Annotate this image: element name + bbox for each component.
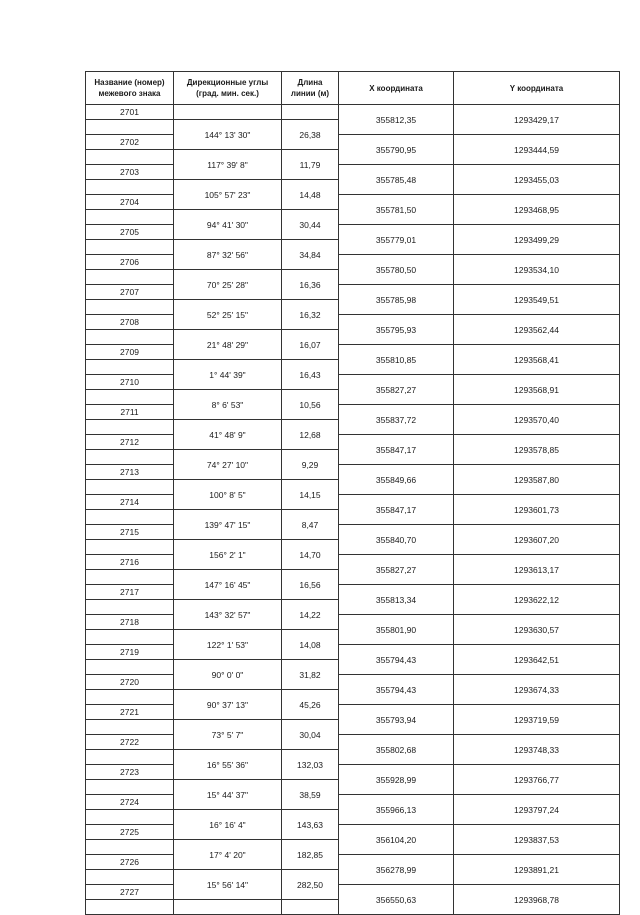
y-coordinate-cell: 1293891,21 (454, 855, 620, 885)
table-row (86, 375, 620, 390)
point-name-cell: 2711 (86, 405, 174, 420)
point-name-cell: 2720 (86, 675, 174, 690)
header-direction-angle: Дирекционные углы (град. мин. сек.) (174, 72, 282, 105)
point-name-spacer (86, 540, 174, 555)
length-cell: 26,38 (282, 120, 339, 150)
length-cell: 45,26 (282, 690, 339, 720)
y-coordinate-cell: 1293587,80 (454, 465, 620, 495)
point-name-cell: 2703 (86, 165, 174, 180)
header-x-coordinate: X координата (339, 72, 454, 105)
length-cell: 16,32 (282, 300, 339, 330)
y-coordinate-cell: 1293534,10 (454, 255, 620, 285)
point-name-spacer (86, 600, 174, 615)
x-coordinate-cell: 355790,95 (339, 135, 454, 165)
angle-cell: 94° 41' 30" (174, 210, 282, 240)
angle-cell: 70° 25' 28" (174, 270, 282, 300)
angle-cell: 21° 48' 29" (174, 330, 282, 360)
point-name-spacer (86, 750, 174, 765)
point-name-spacer (86, 390, 174, 405)
point-name-cell: 2713 (86, 465, 174, 480)
angle-cell: 87° 32' 56" (174, 240, 282, 270)
y-coordinate-cell: 1293719,59 (454, 705, 620, 735)
y-coordinate-cell: 1293642,51 (454, 645, 620, 675)
header-point-name: Название (номер) межевого знака (86, 72, 174, 105)
angle-cell: 15° 44' 37" (174, 780, 282, 810)
y-coordinate-cell: 1293468,95 (454, 195, 620, 225)
header-line-length: Длина линии (м) (282, 72, 339, 105)
point-name-spacer (86, 120, 174, 135)
y-coordinate-cell: 1293601,73 (454, 495, 620, 525)
table-row (86, 795, 620, 810)
point-name-cell: 2717 (86, 585, 174, 600)
point-name-spacer (86, 330, 174, 345)
x-coordinate-cell: 355827,27 (339, 375, 454, 405)
length-cell (282, 105, 339, 120)
table-row (86, 225, 620, 240)
table-row (86, 705, 620, 720)
table-row (86, 315, 620, 330)
point-name-cell: 2701 (86, 105, 174, 120)
table-row (86, 615, 620, 630)
point-name-spacer (86, 780, 174, 795)
angle-cell: 144° 13' 30" (174, 120, 282, 150)
x-coordinate-cell: 355966,13 (339, 795, 454, 825)
angle-cell: 100° 8' 5" (174, 480, 282, 510)
table-row (86, 855, 620, 870)
table-row (86, 495, 620, 510)
table-body (86, 105, 620, 915)
point-name-spacer (86, 240, 174, 255)
x-coordinate-cell: 356550,63 (339, 885, 454, 915)
point-name-cell: 2705 (86, 225, 174, 240)
x-coordinate-cell: 356104,20 (339, 825, 454, 855)
table-row (86, 195, 620, 210)
point-name-spacer (86, 210, 174, 225)
table-row (86, 735, 620, 750)
point-name-cell: 2726 (86, 855, 174, 870)
y-coordinate-cell: 1293968,78 (454, 885, 620, 915)
point-name-spacer (86, 840, 174, 855)
x-coordinate-cell: 355781,50 (339, 195, 454, 225)
point-name-cell: 2727 (86, 885, 174, 900)
point-name-spacer (86, 510, 174, 525)
table-row (86, 285, 620, 300)
y-coordinate-cell: 1293748,33 (454, 735, 620, 765)
y-coordinate-cell: 1293613,17 (454, 555, 620, 585)
point-name-spacer (86, 900, 174, 915)
length-cell: 10,56 (282, 390, 339, 420)
table-row (86, 675, 620, 690)
length-cell: 16,07 (282, 330, 339, 360)
y-coordinate-cell: 1293674,33 (454, 675, 620, 705)
length-cell: 38,59 (282, 780, 339, 810)
angle-cell: 15° 56' 14" (174, 870, 282, 900)
x-coordinate-cell: 355812,35 (339, 105, 454, 135)
length-cell: 16,36 (282, 270, 339, 300)
length-cell: 30,44 (282, 210, 339, 240)
table-row (86, 555, 620, 570)
y-coordinate-cell: 1293568,41 (454, 345, 620, 375)
x-coordinate-cell: 355794,43 (339, 675, 454, 705)
angle-cell: 122° 1' 53" (174, 630, 282, 660)
point-name-spacer (86, 180, 174, 195)
length-cell: 182,85 (282, 840, 339, 870)
table-row (86, 135, 620, 150)
table-row (86, 105, 620, 120)
x-coordinate-cell: 355810,85 (339, 345, 454, 375)
point-name-spacer (86, 480, 174, 495)
point-name-spacer (86, 810, 174, 825)
length-cell: 30,04 (282, 720, 339, 750)
table-row (86, 165, 620, 180)
table-row (86, 405, 620, 420)
point-name-cell: 2722 (86, 735, 174, 750)
y-coordinate-cell: 1293562,44 (454, 315, 620, 345)
point-name-cell: 2721 (86, 705, 174, 720)
point-name-cell: 2708 (86, 315, 174, 330)
angle-cell: 16° 55' 36" (174, 750, 282, 780)
angle-cell: 52° 25' 15" (174, 300, 282, 330)
point-name-spacer (86, 570, 174, 585)
point-name-cell: 2702 (86, 135, 174, 150)
angle-cell: 156° 2' 1" (174, 540, 282, 570)
point-name-cell: 2716 (86, 555, 174, 570)
point-name-spacer (86, 150, 174, 165)
x-coordinate-cell: 355802,68 (339, 735, 454, 765)
x-coordinate-cell: 355849,66 (339, 465, 454, 495)
y-coordinate-cell: 1293444,59 (454, 135, 620, 165)
point-name-spacer (86, 870, 174, 885)
point-name-cell: 2704 (86, 195, 174, 210)
angle-cell: 105° 57' 23" (174, 180, 282, 210)
point-name-spacer (86, 360, 174, 375)
length-cell: 14,08 (282, 630, 339, 660)
y-coordinate-cell: 1293568,91 (454, 375, 620, 405)
table-row (86, 765, 620, 780)
point-name-cell: 2725 (86, 825, 174, 840)
length-cell: 14,70 (282, 540, 339, 570)
table-row (86, 885, 620, 900)
table-row (86, 465, 620, 480)
y-coordinate-cell: 1293455,03 (454, 165, 620, 195)
angle-cell (174, 900, 282, 915)
point-name-cell: 2714 (86, 495, 174, 510)
point-name-spacer (86, 270, 174, 285)
point-name-cell: 2724 (86, 795, 174, 810)
point-name-spacer (86, 450, 174, 465)
angle-cell: 17° 4' 20" (174, 840, 282, 870)
length-cell (282, 900, 339, 915)
boundary-coordinates-table (85, 71, 620, 915)
point-name-spacer (86, 300, 174, 315)
y-coordinate-cell: 1293570,40 (454, 405, 620, 435)
x-coordinate-cell: 355827,27 (339, 555, 454, 585)
point-name-cell: 2706 (86, 255, 174, 270)
length-cell: 31,82 (282, 660, 339, 690)
length-cell: 282,50 (282, 870, 339, 900)
y-coordinate-cell: 1293622,12 (454, 585, 620, 615)
angle-cell: 16° 16' 4" (174, 810, 282, 840)
point-name-spacer (86, 420, 174, 435)
table-row (86, 435, 620, 450)
table-row (86, 255, 620, 270)
table-row (86, 645, 620, 660)
angle-cell: 139° 47' 15" (174, 510, 282, 540)
x-coordinate-cell: 355801,90 (339, 615, 454, 645)
x-coordinate-cell: 355780,50 (339, 255, 454, 285)
table-header-row (86, 72, 620, 105)
table-row (86, 825, 620, 840)
angle-cell: 143° 32' 57" (174, 600, 282, 630)
length-cell: 16,56 (282, 570, 339, 600)
point-name-cell: 2715 (86, 525, 174, 540)
length-cell: 14,22 (282, 600, 339, 630)
table-row (86, 585, 620, 600)
length-cell: 9,29 (282, 450, 339, 480)
x-coordinate-cell: 355795,93 (339, 315, 454, 345)
point-name-cell: 2723 (86, 765, 174, 780)
point-name-spacer (86, 720, 174, 735)
y-coordinate-cell: 1293630,57 (454, 615, 620, 645)
point-name-spacer (86, 630, 174, 645)
y-coordinate-cell: 1293429,17 (454, 105, 620, 135)
point-name-cell: 2718 (86, 615, 174, 630)
angle-cell: 90° 37' 13" (174, 690, 282, 720)
length-cell: 16,43 (282, 360, 339, 390)
x-coordinate-cell: 355837,72 (339, 405, 454, 435)
x-coordinate-cell: 355840,70 (339, 525, 454, 555)
angle-cell: 41° 48' 9" (174, 420, 282, 450)
point-name-cell: 2709 (86, 345, 174, 360)
angle-cell (174, 105, 282, 120)
y-coordinate-cell: 1293607,20 (454, 525, 620, 555)
table-row (86, 345, 620, 360)
angle-cell: 90° 0' 0" (174, 660, 282, 690)
length-cell: 14,48 (282, 180, 339, 210)
angle-cell: 117° 39' 8" (174, 150, 282, 180)
y-coordinate-cell: 1293837,53 (454, 825, 620, 855)
angle-cell: 147° 16' 45" (174, 570, 282, 600)
length-cell: 11,79 (282, 150, 339, 180)
x-coordinate-cell: 355847,17 (339, 495, 454, 525)
y-coordinate-cell: 1293499,29 (454, 225, 620, 255)
x-coordinate-cell: 355793,94 (339, 705, 454, 735)
angle-cell: 1° 44' 39" (174, 360, 282, 390)
point-name-spacer (86, 690, 174, 705)
point-name-cell: 2712 (86, 435, 174, 450)
point-name-cell: 2707 (86, 285, 174, 300)
length-cell: 14,15 (282, 480, 339, 510)
length-cell: 34,84 (282, 240, 339, 270)
x-coordinate-cell: 355928,99 (339, 765, 454, 795)
header-y-coordinate: Y координата (454, 72, 620, 105)
length-cell: 132,03 (282, 750, 339, 780)
x-coordinate-cell: 355779,01 (339, 225, 454, 255)
angle-cell: 74° 27' 10" (174, 450, 282, 480)
y-coordinate-cell: 1293549,51 (454, 285, 620, 315)
angle-cell: 8° 6' 53" (174, 390, 282, 420)
x-coordinate-cell: 355794,43 (339, 645, 454, 675)
length-cell: 143,63 (282, 810, 339, 840)
point-name-cell: 2719 (86, 645, 174, 660)
length-cell: 12,68 (282, 420, 339, 450)
x-coordinate-cell: 356278,99 (339, 855, 454, 885)
angle-cell: 73° 5' 7" (174, 720, 282, 750)
table-row (86, 525, 620, 540)
x-coordinate-cell: 355785,98 (339, 285, 454, 315)
x-coordinate-cell: 355785,48 (339, 165, 454, 195)
point-name-spacer (86, 660, 174, 675)
x-coordinate-cell: 355813,34 (339, 585, 454, 615)
point-name-cell: 2710 (86, 375, 174, 390)
x-coordinate-cell: 355847,17 (339, 435, 454, 465)
y-coordinate-cell: 1293578,85 (454, 435, 620, 465)
y-coordinate-cell: 1293797,24 (454, 795, 620, 825)
y-coordinate-cell: 1293766,77 (454, 765, 620, 795)
length-cell: 8,47 (282, 510, 339, 540)
